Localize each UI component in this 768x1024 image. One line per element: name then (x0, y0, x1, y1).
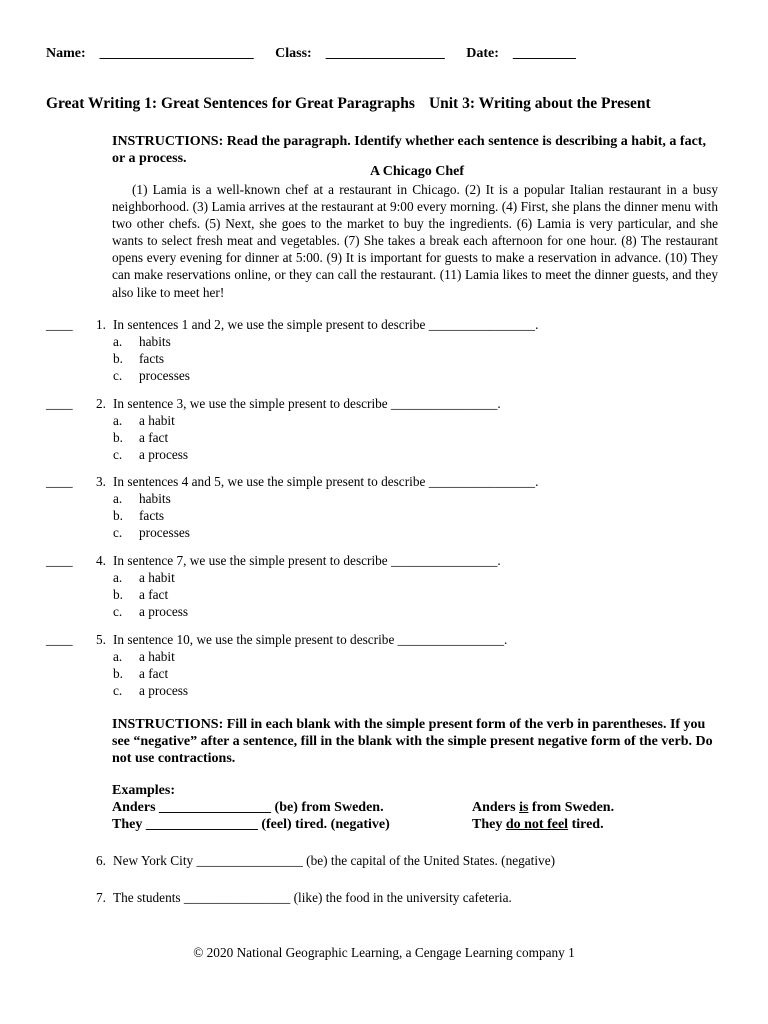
question-number: 1. (96, 317, 106, 332)
question-3 (46, 474, 726, 542)
option-a: a. habits (113, 334, 171, 349)
option-c: c. processes (113, 525, 190, 540)
instructions-part-2: INSTRUCTIONS: Fill in each blank with the simple present form of the verb in parentheses. If you see “negative” after a sentence, fill in the blank with the simple present negative form of the verb. Do not use contractions. (112, 717, 713, 766)
class-label: Class: (275, 46, 312, 61)
examples-block (112, 783, 732, 834)
example-2-answer: They do not feel tired. (472, 817, 604, 832)
example-2-prompt: They ________________ (feel) tired. (negative) (112, 817, 390, 832)
option-b: b. a fact (113, 666, 169, 681)
answer-blank: ____ (46, 396, 73, 411)
question-2 (46, 396, 726, 464)
option-a: a. a habit (113, 570, 175, 585)
option-c: c. processes (113, 368, 190, 383)
answer-blank: ____ (46, 553, 73, 568)
option-c: c. a process (113, 447, 189, 462)
option-c: c. a process (113, 683, 189, 698)
copyright-footer: © 2020 National Geographic Learning, a Cengage Learning company 1 (193, 945, 575, 960)
option-a: a. habits (113, 491, 171, 506)
question-number: 4. (96, 553, 106, 568)
option-b: b. a fact (113, 587, 169, 602)
question-number: 7. (96, 890, 106, 905)
example-1-answer: Anders is from Sweden. (472, 800, 615, 815)
book-title: Great Writing 1: Great Sentences for Great Paragraphs (46, 95, 415, 112)
question-5 (46, 632, 726, 700)
question-number: 6. (96, 853, 106, 868)
option-a: a. a habit (113, 413, 175, 428)
worksheet-title (46, 95, 651, 113)
question-number: 3. (96, 474, 106, 489)
example-1-prompt: Anders ________________ (be) from Sweden. (112, 800, 384, 815)
question-1 (46, 317, 726, 385)
question-text: In sentences 1 and 2, we use the simple present to describe ________________. (113, 317, 539, 332)
question-4 (46, 553, 726, 621)
option-b: b. facts (113, 508, 165, 523)
student-info-line (46, 46, 590, 62)
question-text: In sentence 7, we use the simple present to describe ________________. (113, 553, 501, 568)
passage-text: (1) Lamia is a well-known chef at a restaurant in Chicago. (2) It is a popular Italian restaurant in a busy neighborhood. (3) Lamia arrives at the restaurant at 9:00 every morning. (4) First, she plans the dinner menu with two other chefs. (5) Next, she goes to the market to buy the ingredients. (6) Lamia is very particular, and she wants to select fresh meat and vegetables. (7) She takes a break each afternoon for one hour. (8) The restaurant opens every evening for dinner at 5:00. (9) It is important for guests to make a reservation in advance. (10) They can make reservations online, or they can call the restaurant. (11) Lamia likes to meet the dinner guests, and they also like to meet her! (112, 182, 718, 300)
instructions-part-1: INSTRUCTIONS: Read the paragraph. Identify whether each sentence is describing a habit, a fact, or a process. (112, 134, 706, 166)
option-b: b. facts (113, 351, 165, 366)
question-text: The students ________________ (like) the food in the university cafeteria. (113, 890, 512, 905)
name-label: Name: (46, 46, 86, 61)
question-text: New York City ________________ (be) the capital of the United States. (negative) (113, 853, 556, 868)
date-blank: _________ (512, 46, 576, 61)
answer-blank: ____ (46, 317, 73, 332)
answer-blank: ____ (46, 632, 73, 647)
question-text: In sentence 10, we use the simple present to describe ________________. (113, 632, 508, 647)
option-b: b. a fact (113, 430, 169, 445)
option-a: a. a habit (113, 649, 175, 664)
option-c: c. a process (113, 604, 189, 619)
question-number: 5. (96, 632, 106, 647)
class-blank: _________________ (325, 46, 445, 61)
question-text: In sentences 4 and 5, we use the simple present to describe ________________. (113, 474, 539, 489)
unit-title: Unit 3: Writing about the Present (428, 95, 651, 112)
passage-title: A Chicago Chef (369, 164, 465, 179)
name-blank: ______________________ (99, 46, 254, 61)
question-text: In sentence 3, we use the simple present to describe ________________. (113, 396, 501, 411)
question-number: 2. (96, 396, 106, 411)
date-label: Date: (466, 46, 499, 61)
answer-blank: ____ (46, 474, 73, 489)
examples-heading: Examples: (112, 783, 175, 798)
